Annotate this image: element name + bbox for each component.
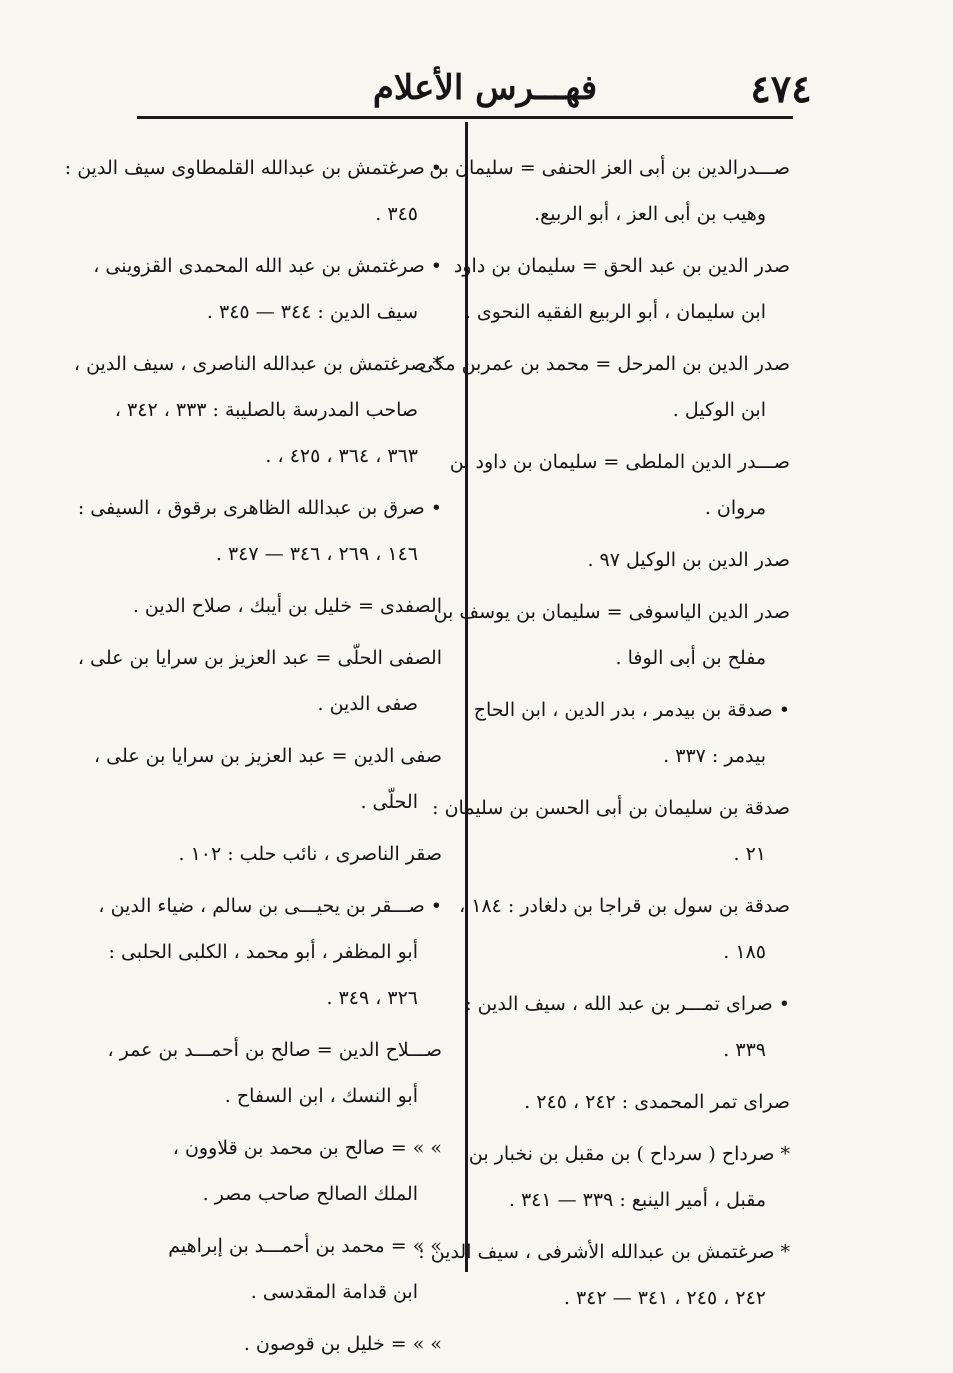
index-entry [490, 1079, 790, 1125]
entry-continuation-line: ٣٢٦ ، ٣٤٩ . [326, 987, 418, 1009]
entry-heading-line: صقر الناصرى ، نائب حلب : ١٠٢ . [178, 843, 442, 865]
entry-continuation-line: ابن الوكيل . [672, 399, 766, 421]
entry-continuation-line: ٢١ . [733, 843, 766, 865]
entry-heading-line: صـــدرالدين بن أبى العز الحنفى = سليمان بن [429, 157, 790, 179]
entry-heading-line: • صـــقر بن يحيـــى بن سالم ، ضياء الدين ، [98, 895, 442, 917]
entry-continuation-line: ٣٦٣ ، ٣٦٤ ، ٤٢٥ ، . [265, 445, 418, 467]
index-entry [418, 1229, 790, 1321]
entry-continuation-line: الحلّى . [360, 791, 418, 813]
entry-continuation-line: مروان . [704, 497, 766, 519]
index-entry [77, 485, 442, 577]
entry-continuation-line: أبو المظفر ، أبو محمد ، الكلبى الحلبى : [108, 941, 418, 963]
entry-continuation-line: مفلح بن أبى الوفا . [615, 647, 766, 669]
entry-heading-line: صدقة بن سليمان بن أبى الحسن بن سليمان : [432, 797, 790, 819]
entry-heading-line: • صرق بن عبدالله الظاهرى برقوق ، السيفى : [77, 497, 442, 519]
entry-continuation-line: ١٤٦ ، ٢٦٩ ، ٣٤٦ — ٣٤٧ . [215, 543, 418, 565]
index-entry [142, 831, 442, 877]
entry-heading-line: صراى تمر المحمدى : ٢٤٢ ، ٢٤٥ . [524, 1091, 790, 1113]
index-entry [73, 341, 442, 479]
entry-heading-line: الصفدى = خليل بن أيبك ، صلاح الدين . [132, 595, 442, 617]
entry-continuation-line: سيف الدين : ٣٤٤ — ٣٤٥ . [206, 301, 418, 323]
entry-heading-line: * صرغتمش بن عبدالله الأشرفى ، سيف الدين : [418, 1241, 790, 1263]
entry-heading-line: » » = محمد بن أحمـــد بن إبراهيم [168, 1235, 442, 1257]
entry-heading-line: * صرغتمش بن عبدالله الناصرى ، سيف الدين ، [73, 353, 442, 375]
entry-continuation-line: بيدمر : ٣٣٧ . [663, 745, 766, 767]
index-entry [64, 145, 442, 237]
entry-heading-line: • صرغتمش بن عبد الله المحمدى القزوينى ، [93, 255, 442, 277]
index-entry [142, 1321, 442, 1367]
entry-heading-line: صـــدر الدين الملطى = سليمان بن داود بن [449, 451, 790, 473]
index-entry [107, 1027, 442, 1119]
entry-heading-line: • صراى تمـــر بن عبد الله ، سيف الدين : [465, 993, 790, 1015]
index-entry [93, 733, 442, 825]
entry-heading-line: • صدقة بن بيدمر ، بدر الدين ، ابن الحاج [473, 699, 790, 721]
header-rule [137, 116, 793, 119]
index-entry [468, 1131, 790, 1223]
index-entry [429, 145, 790, 237]
entry-heading-line: • صرغتمش بن عبدالله القلمطاوى سيف الدين : [64, 157, 442, 179]
index-entry [432, 785, 790, 877]
index-entry [465, 981, 790, 1073]
entry-continuation-line: وهيب بن أبى العز ، أبو الربيع. [534, 203, 766, 225]
entry-heading-line: صفى الدين = عبد العزيز بن سرايا بن على ، [93, 745, 442, 767]
entry-continuation-line: ١٨٥ . [723, 941, 766, 963]
index-entry [490, 537, 790, 583]
index-entry [459, 883, 790, 975]
index-entry [98, 883, 442, 1021]
entry-continuation-line: ابن سليمان ، أبو الربيع الفقيه النحوى . [464, 301, 766, 323]
entry-heading-line: صدر الدين بن الوكيل ٩٧ . [587, 549, 790, 571]
right-column [418, 145, 790, 1327]
entry-heading-line: صدر الدين بن عبد الحق = سليمان بن داود [453, 255, 790, 277]
entry-heading-line: صدقة بن سول بن قراجا بن دلغادر : ١٨٤ ، [459, 895, 790, 917]
entry-continuation-line: صفى الدين . [317, 693, 418, 715]
entry-heading-line: الصفى الحلّى = عبد العزيز بن سرايا بن على ، [77, 647, 442, 669]
entry-continuation-line: مقبل ، أمير الينبع : ٣٣٩ — ٣٤١ . [508, 1189, 766, 1211]
entry-heading-line: » » = خليل بن قوصون . [243, 1333, 442, 1355]
entry-continuation-line: ٣٤٥ . [375, 203, 418, 225]
entry-continuation-line: ٢٤٢ ، ٢٤٥ ، ٣٤١ — ٣٤٢ . [563, 1287, 766, 1309]
index-entry [473, 687, 790, 779]
left-column [64, 145, 442, 1373]
entry-heading-line: * صرداح ( سرداح ) بن مقبل بن نخبار بن [468, 1143, 790, 1165]
index-entry [93, 243, 442, 335]
index-entry [132, 583, 442, 629]
entry-continuation-line: ٣٣٩ . [723, 1039, 766, 1061]
entry-heading-line: صـــلاح الدين = صالح بن أحمـــد بن عمر ، [107, 1039, 442, 1061]
page-title: فهـــرس الأعلام [372, 68, 598, 108]
entry-heading-line: صدر الدين بن المرحل = محمد بن عمربن مكى [419, 353, 790, 375]
entry-continuation-line: أبو النسك ، ابن السفاح . [224, 1085, 418, 1107]
entry-heading-line: صدر الدين الياسوفى = سليمان بن يوسف بن [433, 601, 790, 623]
index-entry [453, 243, 790, 335]
entry-continuation-line: الملك الصالح صاحب مصر . [202, 1183, 418, 1205]
index-entry [77, 635, 442, 727]
index-entry [419, 341, 790, 433]
index-entry [449, 439, 790, 531]
index-entry [433, 589, 790, 681]
entry-continuation-line: ابن قدامة المقدسى . [250, 1281, 418, 1303]
page-number: ٤٧٤ [750, 66, 812, 111]
index-entry [142, 1223, 442, 1315]
index-entry [142, 1125, 442, 1217]
entry-heading-line: » » = صالح بن محمد بن قلاوون ، [172, 1137, 442, 1159]
entry-continuation-line: صاحب المدرسة بالصليبة : ٣٣٣ ، ٣٤٢ ، [114, 399, 418, 421]
